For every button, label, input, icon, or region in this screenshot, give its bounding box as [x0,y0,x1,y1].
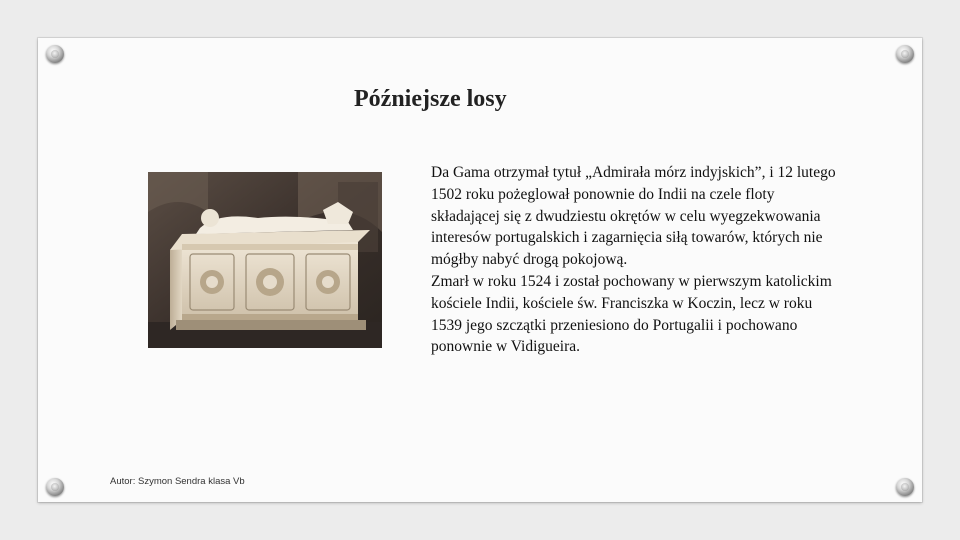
tomb-photo [148,172,382,348]
pin-icon [46,478,64,496]
paragraph: Da Gama otrzymał tytuł „Admirała mórz indyjskich”, i 12 lutego 1502 roku pożeglował ponownie do Indii na czele floty składającej się z dwudziestu okrętów w celu wyegzekwowania interesów portugalskich i zagarnięcia siłą towarów, których nie mógłby nabyć drogą pokojową. [431,164,836,269]
author-credit: Autor: Szymon Sendra klasa Vb [110,476,245,487]
body-text [431,162,841,358]
pin-icon [46,45,64,63]
pin-icon [896,45,914,63]
pin-icon [896,478,914,496]
paragraph: Zmarł w roku 1524 i został pochowany w pierwszym katolickim kościele Indii, kościele św. Franciszka w Koczin, lecz w roku 1539 jego szczątki przeniesiono do Portugalii i pochowano ponownie w Vidigueira. [431,272,832,356]
slide-title: Późniejsze losy [354,86,507,112]
